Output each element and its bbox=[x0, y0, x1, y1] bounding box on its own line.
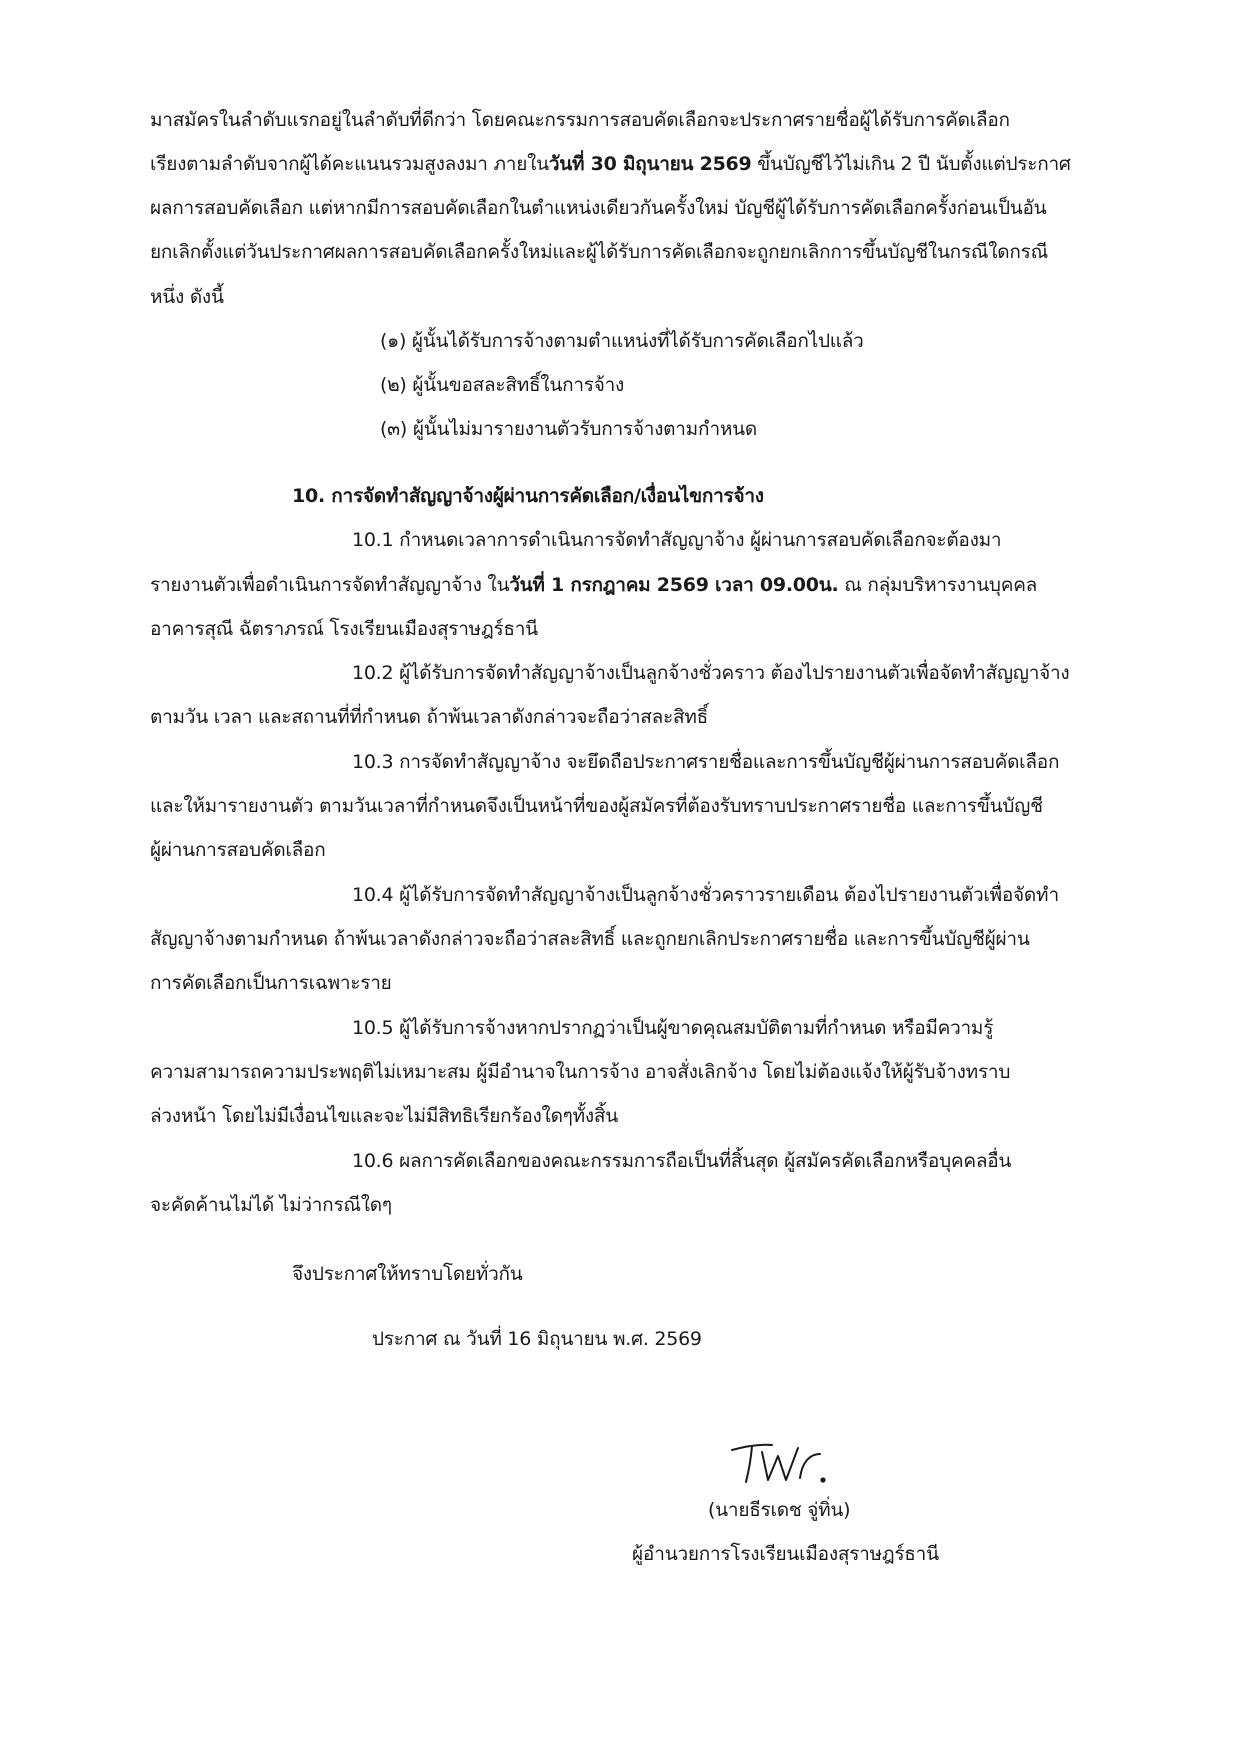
clause-10-4-line-2: สัญญาจ้างตามกำหนด ถ้าพ้นเวลาดังกล่าวจะถือว่าสละสิทธิ์ และถูกยกเลิกประกาศรายชื่อ และการขึ้นบัญชีผู้ผ่าน bbox=[150, 928, 1030, 950]
clause-10-2-line-1: 10.2 ผู้ได้รับการจัดทำสัญญาจ้างเป็นลูกจ้างชั่วคราว ต้องไปรายงานตัวเพื่อจัดทำสัญญาจ้าง bbox=[352, 662, 1070, 684]
clause-10-5-line-2: ความสามารถความประพฤติไม่เหมาะสม ผู้มีอำนาจในการจ้าง อาจสั่งเลิกจ้าง โดยไม่ต้องแจ้งให้ผู้รับจ้างทราบ bbox=[150, 1061, 1011, 1083]
contract-date: วันที่ 1 กรกฎาคม 2569 เวลา 09.00น. bbox=[509, 574, 839, 596]
intro-line-4: ยกเลิกตั้งแต่วันประกาศผลการสอบคัดเลือกครั้งใหม่และผู้ได้รับการคัดเลือกจะถูกยกเลิกการขึ้นบัญชีในกรณีใดกรณี bbox=[150, 241, 1048, 263]
clause-10-4-line-3: การคัดเลือกเป็นการเฉพาะราย bbox=[150, 972, 392, 994]
intro-line-2: เรียงตามลำดับจากผู้ได้คะแนนรวมสูงลงมา ภายในวันที่ 30 มิถุนายน 2569 ขึ้นบัญชีไว้ไม่เกิน 2 ปี นับตั้งแต่ประกาศ bbox=[150, 153, 1071, 175]
clause-10-3-line-2: และให้มารายงานตัว ตามวันเวลาที่กำหนดจึงเป็นหน้าที่ของผู้สมัครที่ต้องรับทราบประกาศรายชื่อ และการขึ้นบัญชี bbox=[150, 795, 1043, 817]
signatory-name: (นายธีรเดช จู่ทิ่น) bbox=[708, 1499, 851, 1521]
clause-10-5-line-1: 10.5 ผู้ได้รับการจ้างหากปรากฏว่าเป็นผู้ขาดคุณสมบัติตามที่กำหนด หรือมีความรู้ bbox=[352, 1017, 994, 1039]
condition-item: (๒) ผู้นั้นขอสละสิทธิ์ในการจ้าง bbox=[380, 374, 625, 396]
announcement-date: ประกาศ ณ วันที่ 16 มิถุนายน พ.ศ. 2569 bbox=[372, 1328, 702, 1350]
announcement-text: จึงประกาศให้ทราบโดยทั่วกัน bbox=[292, 1263, 523, 1285]
deadline-date: วันที่ 30 มิถุนายน 2569 bbox=[548, 153, 752, 175]
clause-10-3-line-1: 10.3 การจัดทำสัญญาจ้าง จะยึดถือประกาศรายชื่อและการขึ้นบัญชีผู้ผ่านการสอบคัดเลือก bbox=[352, 751, 1060, 773]
intro-line-5: หนึ่ง ดังนี้ bbox=[150, 286, 224, 308]
clause-10-6-line-2: จะคัดค้านไม่ได้ ไม่ว่ากรณีใดๆ bbox=[150, 1194, 392, 1216]
clause-10-5-line-3: ล่วงหน้า โดยไม่มีเงื่อนไขและจะไม่มีสิทธิเรียกร้องใดๆทั้งสิ้น bbox=[150, 1105, 618, 1127]
intro-line-1: มาสมัครในลำดับแรกอยู่ในลำดับที่ดีกว่า โดยคณะกรรมการสอบคัดเลือกจะประกาศรายชื่อผู้ได้รับการคัดเลือก bbox=[150, 109, 1010, 131]
clause-10-1-line-1: 10.1 กำหนดเวลาการดำเนินการจัดทำสัญญาจ้าง ผู้ผ่านการสอบคัดเลือกจะต้องมา bbox=[352, 529, 1002, 551]
clause-10-2-line-2: ตามวัน เวลา และสถานที่ที่กำหนด ถ้าพ้นเวลาดังกล่าวจะถือว่าสละสิทธิ์ bbox=[150, 706, 708, 728]
condition-item: (๑) ผู้นั้นได้รับการจ้างตามตำแหน่งที่ได้รับการคัดเลือกไปแล้ว bbox=[380, 330, 864, 352]
condition-item: (๓) ผู้นั้นไม่มารายงานตัวรับการจ้างตามกำหนด bbox=[380, 418, 757, 440]
signatory-position: ผู้อำนวยการโรงเรียนเมืองสุราษฎร์ธานี bbox=[632, 1543, 939, 1565]
clause-10-1-line-3: อาคารสุณี ฉัตราภรณ์ โรงเรียนเมืองสุราษฎร์ธานี bbox=[150, 618, 538, 640]
section-heading: 10. การจัดทำสัญญาจ้างผู้ผ่านการคัดเลือก/เงื่อนไขการจ้าง bbox=[292, 485, 764, 507]
clause-10-4-line-1: 10.4 ผู้ได้รับการจัดทำสัญญาจ้างเป็นลูกจ้างชั่วคราวรายเดือน ต้องไปรายงานตัวเพื่อจัดทำ bbox=[352, 884, 1059, 906]
clause-10-3-line-3: ผู้ผ่านการสอบคัดเลือก bbox=[150, 839, 326, 861]
clause-10-1-line-2: รายงานตัวเพื่อดำเนินการจัดทำสัญญาจ้าง ในวันที่ 1 กรกฎาคม 2569 เวลา 09.00น. ณ กลุ่มบริหารงานบุคคล bbox=[150, 574, 1038, 596]
clause-10-6-line-1: 10.6 ผลการคัดเลือกของคณะกรรมการถือเป็นที่สิ้นสุด ผู้สมัครคัดเลือกหรือบุคคลอื่น bbox=[352, 1150, 1012, 1172]
intro-line-3: ผลการสอบคัดเลือก แต่หากมีการสอบคัดเลือกในตำแหน่งเดียวกันครั้งใหม่ บัญชีผู้ได้รับการคัดเลือกครั้งก่อนเป็นอัน bbox=[150, 197, 1047, 219]
signature-mark bbox=[728, 1432, 828, 1488]
